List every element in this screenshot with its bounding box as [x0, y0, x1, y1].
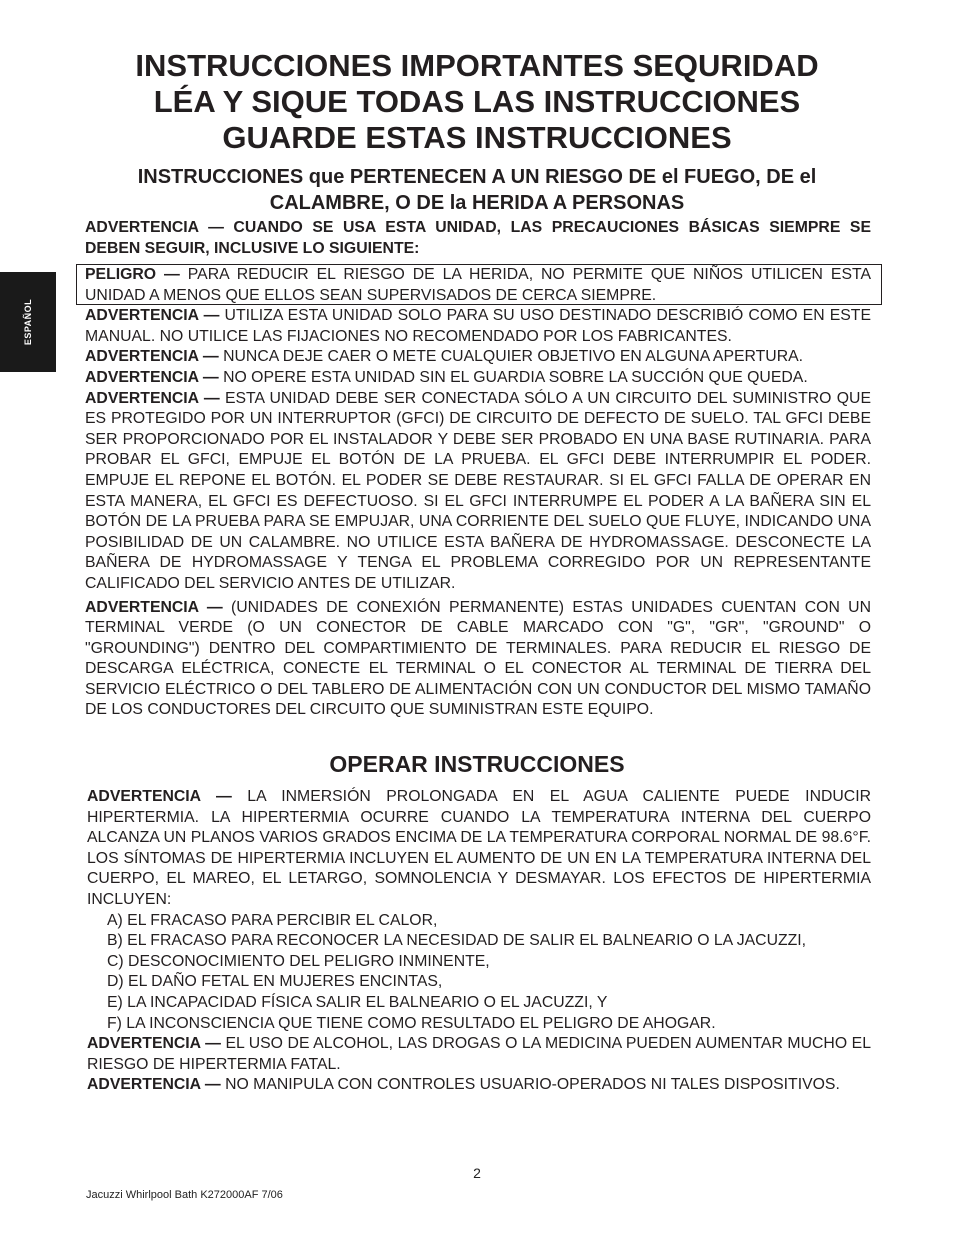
page-title: [0, 48, 954, 156]
warning-paragraph-alcohol: [87, 1034, 871, 1075]
list-item: C) DESCONOCIMIENTO DEL PELIGRO INMINENTE,: [107, 952, 490, 970]
warning-paragraph-gfci: [85, 389, 871, 595]
warning-paragraph-controls: [87, 1075, 871, 1096]
warning-label: ADVERTENCIA —: [87, 788, 248, 805]
list-item: F) LA INCONSCIENCIA QUE TIENE COMO RESULTADO EL PELIGRO DE AHOGAR.: [107, 1014, 716, 1032]
warning-text: EL USO DE ALCOHOL, LAS DROGAS O LA MEDICINA PUEDEN AUMENTAR MUCHO EL RIESGO DE HIPERTERMIA FATAL.: [87, 1035, 871, 1073]
intro-text: ADVERTENCIA — CUANDO SE USA ESTA UNIDAD, LAS PRECAUCIONES BÁSICAS SIEMPRE SE DEBEN SEGUIR, INCLUSIVE LO SIGUIENTE:: [85, 219, 871, 257]
warning-label: ADVERTENCIA —: [85, 389, 225, 407]
warning-paragraph: [85, 368, 871, 389]
title-line-3: GUARDE ESTAS INSTRUCCIONES: [222, 120, 732, 155]
warning-paragraph: [85, 306, 871, 347]
intro-warning: [85, 218, 871, 259]
danger-paragraph: [85, 265, 871, 306]
list-item: E) LA INCAPACIDAD FÍSICA SALIR EL BALNEARIO O EL JACUZZI, Y: [107, 993, 608, 1011]
title-line-1: INSTRUCCIONES IMPORTANTES SEQURIDAD: [135, 48, 819, 83]
warning-text: NUNCA DEJE CAER O METE CUALQUIER OBJETIVO EN ALGUNA APERTURA.: [223, 348, 804, 366]
hyperthermia-effects-list: [87, 911, 871, 1035]
warning-paragraph-grounding: [85, 598, 871, 722]
list-item: D) EL DAÑO FETAL EN MUJERES ENCINTAS,: [107, 973, 443, 991]
language-tab-label: ESPAÑOL: [23, 298, 33, 346]
warning-label: ADVERTENCIA —: [87, 1035, 226, 1053]
warning-label: ADVERTENCIA —: [85, 598, 231, 616]
hyperthermia-paragraph: [87, 787, 871, 911]
warning-text: NO MANIPULA CON CONTROLES USUARIO-OPERADOS NI TALES DISPOSITIVOS.: [225, 1076, 840, 1094]
hyperthermia-text: LA INMERSIÓN PROLONGADA EN EL AGUA CALIENTE PUEDE INDUCIR HIPERTERMIA. LA HIPERTERMIA OCURRE CUANDO LA TEMPERATURA INTERNA DEL CUERPO ALCANZA UN PLANOS VARIOS GRADOS ENCIMA DE LA TEMPERATURA CORPORAL NORMAL DE 98.6°F. LOS SÍNTOMAS DE HIPERTERMIA INCLUYEN EL AUMENTO DE UN EN LA TEMPERATURA INTERNA DEL CUERPO, EL MAREO, EL LETARGO, SOMNOLENCIA Y DESMAYAR. LOS EFECTOS DE HIPERTERMIA INCLUYEN:: [87, 788, 871, 908]
title-line-2: LÉA Y SIQUE TODAS LAS INSTRUCCIONES: [153, 84, 801, 119]
list-item: B) EL FRACASO PARA RECONOCER LA NECESIDAD DE SALIR EL BALNEARIO O LA JACUZZI,: [107, 932, 807, 950]
warnings-section-1: [85, 265, 871, 721]
danger-label: PELIGRO —: [85, 266, 188, 283]
footer-text: Jacuzzi Whirlpool Bath K272000AF 7/06: [86, 1189, 283, 1201]
warning-text: NO OPERE ESTA UNIDAD SIN EL GUARDIA SOBRE LA SUCCIÓN QUE QUEDA.: [223, 368, 808, 386]
section-title-operate: OPERAR INSTRUCCIONES: [329, 751, 625, 777]
warning-text: UTILIZA ESTA UNIDAD SOLO PARA SU USO DESTINADO DESCRIBIÓ COMO EN ESTE MANUAL. NO UTILICE LAS FIJACIONES NO RECOMENDADO POR LOS FABRICANTES.: [85, 307, 871, 345]
warning-text: (UNIDADES DE CONEXIÓN PERMANENTE) ESTAS UNIDADES CUENTAN CON UN TERMINAL VERDE (O UN CONECTOR DE CABLE MARCADO CON "G", "GR", "GROUND" O "GROUNDING") DENTRO DEL COMPARTIMIENTO DE TERMINALES. PARA REDUCIR EL RIESGO DE DESCARGA ELÉCTRICA, CONECTE EL TERMINAL O EL CONECTOR AL TERMINAL DE TIERRA DEL SERVICIO ELÉCTRICO O DEL TABLERO DE ALIMENTACIÓN CON UN CONDUCTOR DEL MISMO TAMAÑO DE LOS CONDUCTORES DEL CIRCUITO QUE SUMINISTRAN ESTE EQUIPO.: [85, 598, 871, 719]
language-tab: [0, 272, 56, 372]
warnings-section-2: [87, 787, 871, 1096]
warning-label: ADVERTENCIA —: [85, 348, 224, 366]
warning-text: ESTA UNIDAD DEBE SER CONECTADA SÓLO A UN CIRCUITO DEL SUMINISTRO QUE ES PROTEGIDO POR UN INTERRUPTOR (GFCI) DE CIRCUITO DE DEFECTO DE SUELO. TAL GFCI DEBE SER PROPORCIONADO POR EL INSTALADOR Y DEBE SER PROBADO EN UNA BASE RUTINARIA. PARA PROBAR EL GFCI, EMPUJE EL BOTÓN DE LA PRUEBA. EL GFCI DEBE INTERRUMPIR EL PODER. EMPUJE EL REPONE EL BOTÓN. EL PODER SE DEBE RESTAURAR. SI EL GFCI FALLA DE OPERAR EN ESTA MANERA, EL GFCI ES DEFECTUOSO. SI EL GFCI INTERRUMPE EL PODER A LA BAÑERA SIN EL BOTÓN DE LA PRUEBA PARA SE EMPUJAR, UNA CORRIENTE DEL SUELO QUE FLUYE, INDICANDO UNA POSIBILIDAD DE UN CALAMBRE. NO UTILICE ESTA BAÑERA DE HYDROMASSAGE. DESCONECTE LA BAÑERA DE HYDROMASSAGE Y TENGA EL PROBLEMA CORREGIDO POR UN REPRESENTANTE CALIFICADO DEL SERVICIO ANTES DE UTILIZAR.: [85, 389, 871, 592]
page-number: 2: [473, 1165, 481, 1181]
warning-label: ADVERTENCIA —: [85, 368, 224, 386]
danger-text: PARA REDUCIR EL RIESGO DE LA HERIDA, NO PERMITE QUE NIÑOS UTILICEN ESTA UNIDAD A MENOS QUE ELLOS SEAN SUPERVISADOS DE CERCA SIEMPRE.: [85, 266, 872, 304]
warning-paragraph: [85, 347, 871, 368]
warning-label: ADVERTENCIA —: [85, 307, 225, 325]
page-subtitle: INSTRUCCIONES que PERTENECEN A UN RIESGO DE el FUEGO, DE el CALAMBRE, O DE la HERIDA A PERSONAS: [137, 166, 817, 214]
warning-label: ADVERTENCIA —: [87, 1076, 226, 1094]
list-item: A) EL FRACASO PARA PERCIBIR EL CALOR,: [107, 911, 438, 929]
